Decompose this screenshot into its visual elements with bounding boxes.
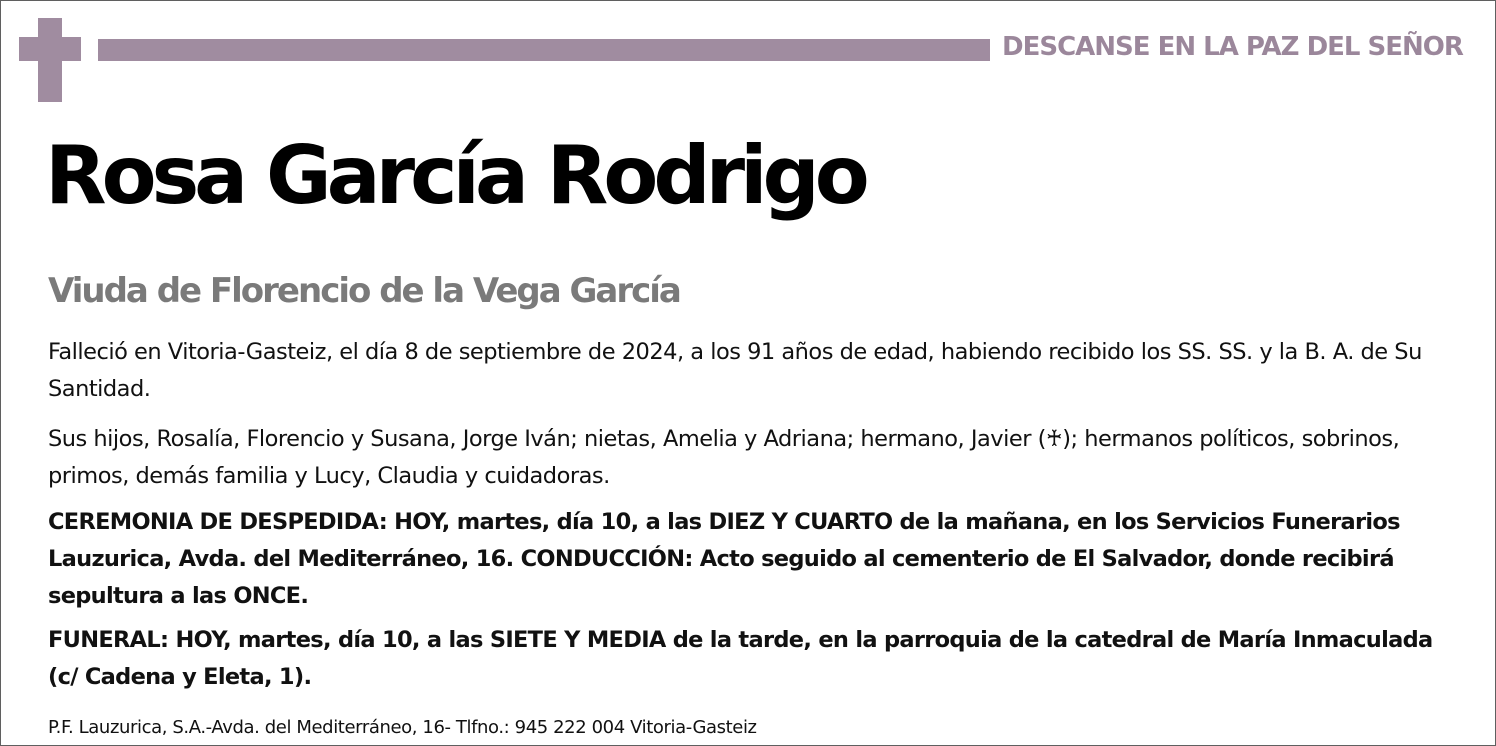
funeral-home-footer: P.F. Lauzurica, S.A.-Avda. del Mediterráneo, 16- Tlfno.: 945 222 004 Vitoria-Gasteiz: [48, 717, 757, 738]
family-list: Sus hijos, Rosalía, Florencio y Susana, Jorge Iván; nietas, Amelia y Adriana; hermano, Javier (♰); hermanos políticos, sobrinos, primos, demás familia y Lucy, Claudia y cuidadoras.: [48, 426, 1400, 489]
widow-of-line: Viuda de Florencio de la Vega García: [48, 271, 680, 311]
cross-icon-arm: [19, 37, 81, 61]
death-notice: Falleció en Vitoria-Gasteiz, el día 8 de septiembre de 2024, a los 91 años de edad, habiendo recibido los SS. SS. y la B. A. de Su Santidad.: [48, 339, 1422, 402]
deceased-name: Rosa García Rodrigo: [45, 129, 865, 222]
funeral-details: FUNERAL: HOY, martes, día 10, a las SIETE Y MEDIA de la tarde, en la parroquia de la catedral de María Inmaculada (c/ Cadena y Eleta, 1).: [48, 627, 1433, 690]
header-rule: [98, 39, 990, 61]
ceremony-details: CEREMONIA DE DESPEDIDA: HOY, martes, día 10, a las DIEZ Y CUARTO de la mañana, en los Servicios Funerarios Lauzurica, Avda. del Mediterráneo, 16. CONDUCCIÓN: Acto seguido al cementerio de El Salvador, donde recibirá sepultura a las ONCE.: [48, 509, 1400, 609]
header-tagline: DESCANSE EN LA PAZ DEL SEÑOR: [1002, 32, 1463, 62]
